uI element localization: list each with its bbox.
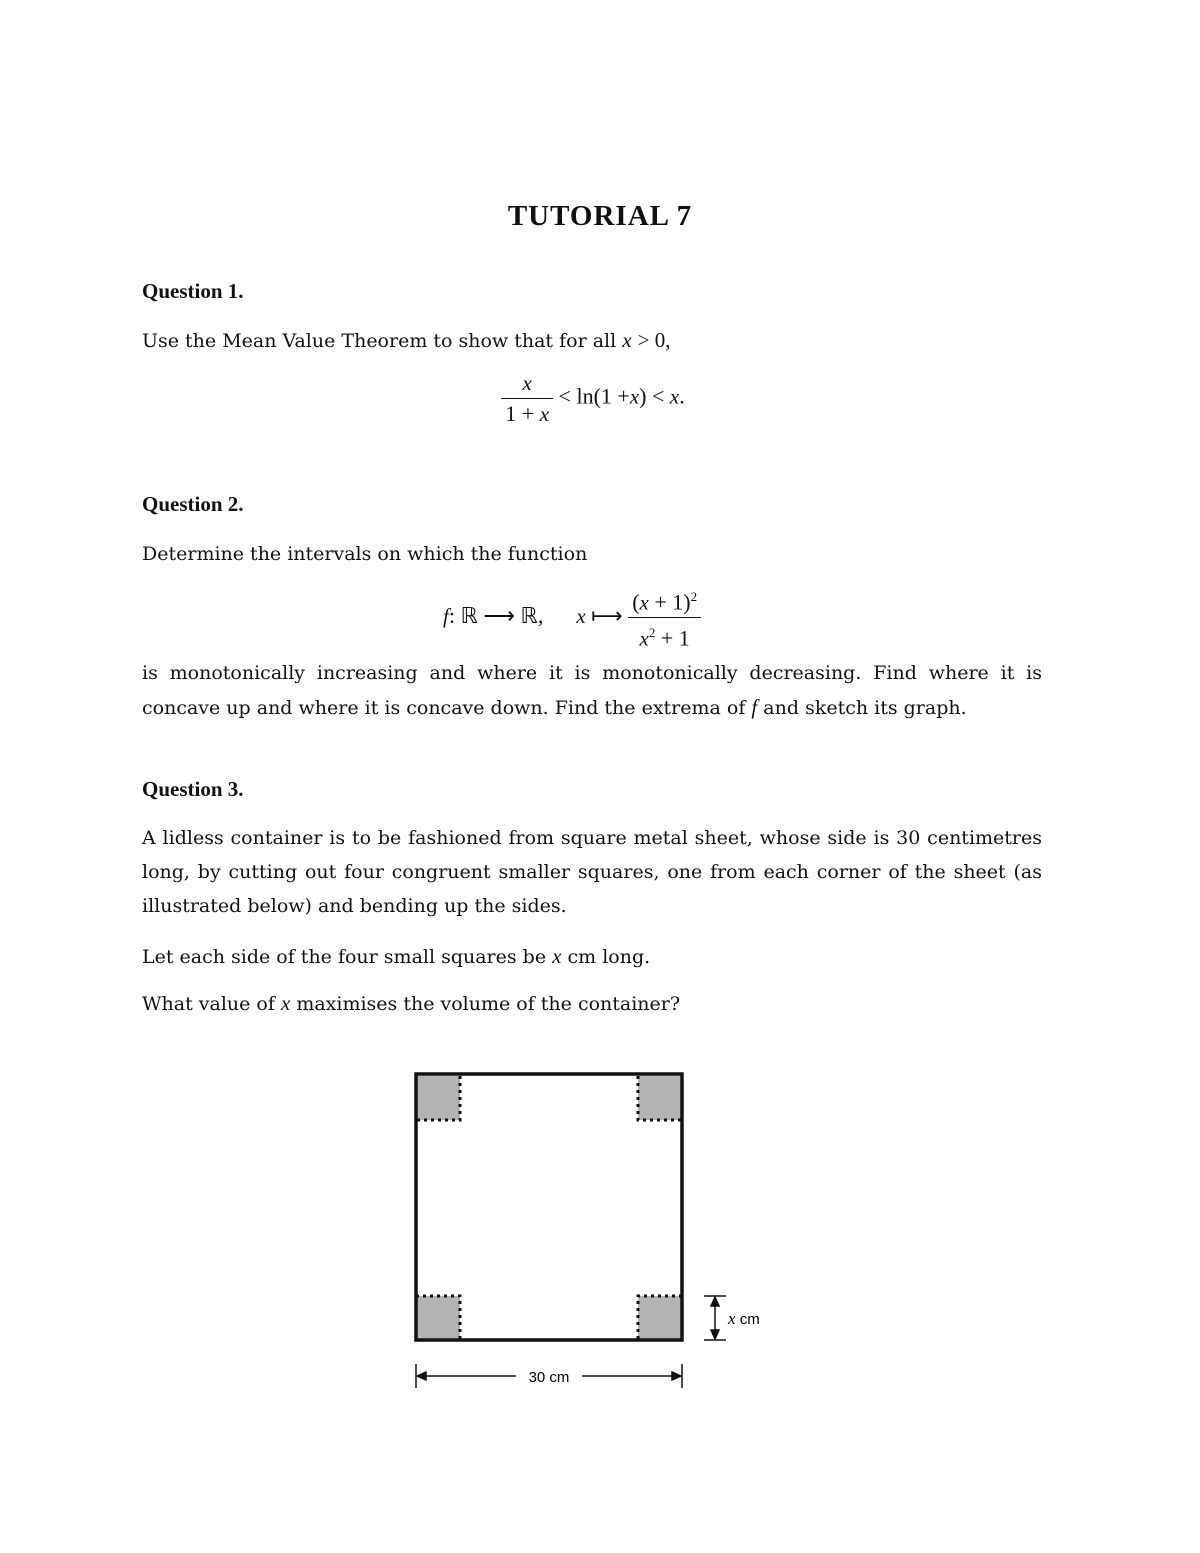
q2-frac-den (628, 618, 701, 651)
q1-frac-num: x (501, 370, 553, 399)
q2-den-b: + 1 (660, 625, 690, 651)
question-2-text: Determine the intervals on which the function (142, 543, 588, 565)
q3-p2-var: x (552, 944, 562, 968)
sheet-diagram (400, 1060, 800, 1400)
corner-square-top-left (416, 1076, 460, 1120)
q1-den-a: 1 + (505, 401, 535, 426)
width-label: 30 cm (528, 1369, 570, 1386)
q3-paragraph-2 (142, 939, 1042, 974)
question-1-heading: Question 1. (142, 279, 244, 303)
q3-paragraph-1: A lidless container is to be fashioned from square metal sheet, whose side is 30 centimetres long, by cutting out four congruent smaller squares, one from each corner of the sheet (as illustrated below) and bending up the sides. (142, 827, 1042, 917)
q1-mid-c: ) < (639, 383, 665, 409)
height-dimension (704, 1296, 726, 1340)
q3-p3-b: maximises the volume of the container? (296, 993, 681, 1015)
q1-inequality (0, 370, 1186, 427)
q2-den-exp: 2 (648, 625, 656, 641)
q2-maps-to: ⟼ (591, 602, 623, 628)
question-3-heading: Question 3. (142, 777, 244, 801)
q1-fraction (501, 370, 553, 427)
q3-p3-var: x (280, 991, 291, 1015)
height-label-var: x (728, 1309, 736, 1328)
q3-p3-a: What value of (142, 993, 275, 1015)
q2-num-exp: 2 (690, 589, 698, 604)
q3-p2-a: Let each side of the four small squares be (142, 946, 547, 968)
q2-signature: : ℝ ⟶ ℝ, (448, 602, 544, 628)
q1-den-b: x (539, 402, 550, 426)
q1-mid-b: x (629, 384, 640, 409)
corner-square-top-right (638, 1076, 682, 1120)
q2-after-2: and sketch its graph. (763, 697, 967, 719)
question-2-heading: Question 2. (142, 492, 244, 516)
q1-frac-den (501, 399, 553, 427)
q2-frac-num (628, 584, 701, 618)
q1-cond-rest: > 0, (637, 328, 671, 352)
q2-instructions (142, 656, 1042, 725)
height-label (727, 1309, 760, 1328)
q2-x: x (576, 603, 586, 628)
q2-after-1: is monotonically increasing and where it is monotonically decreasing. Find where it is concave up and where it is concave down. Find the extrema of (142, 662, 1042, 719)
height-label-unit: cm (739, 1311, 760, 1328)
q1-end-dot: . (679, 383, 685, 409)
q2-fraction (628, 584, 701, 652)
q1-end-var: x (669, 384, 680, 409)
q3-p2-b: cm long. (567, 946, 651, 968)
q1-mid-a: < ln(1 + (558, 383, 630, 409)
q2-num-c: + 1) (654, 589, 691, 615)
q1-cond-var: x (622, 328, 632, 352)
q2-function-map (443, 584, 843, 652)
corner-square-bottom-left (416, 1296, 460, 1340)
q2-after-f: f (751, 695, 758, 719)
q2-num-a: ( (632, 589, 640, 615)
q2-f: f (443, 603, 449, 628)
corner-square-bottom-right (638, 1296, 682, 1340)
q2-den-a: x (639, 626, 649, 651)
page-title: TUTORIAL 7 (507, 200, 693, 232)
question-1-text (142, 323, 1042, 358)
q3-paragraph-3 (142, 986, 1042, 1021)
q1-prompt: Use the Mean Value Theorem to show that for all (142, 330, 617, 352)
q2-num-b: x (639, 590, 649, 615)
